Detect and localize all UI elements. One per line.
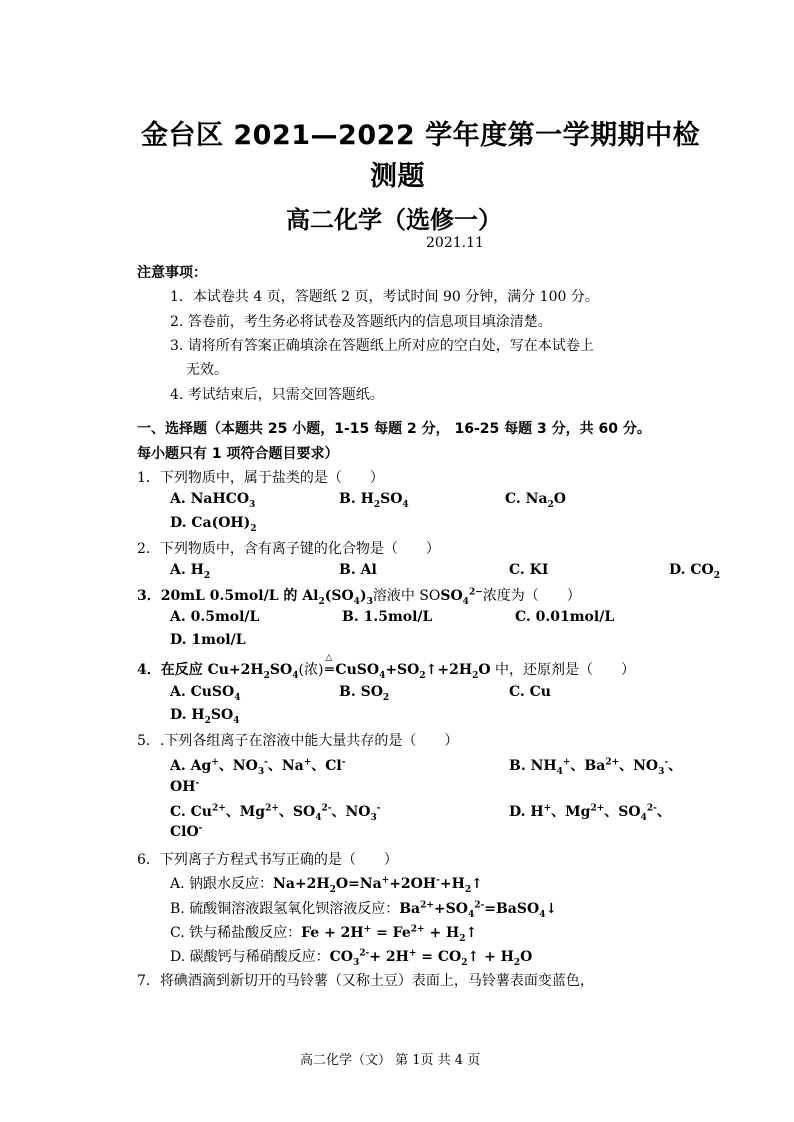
page-title-line1: 金台区 2021—2022 学年度第一学期期中检 — [141, 120, 701, 151]
q5-option-b: B. $NH_4^+$、$Ba^{2+}$、$NO_3^-$、 — [509, 757, 683, 777]
q4-option-b: B. $SO_2$ — [339, 684, 390, 703]
notice-item-1: 1．本试卷共 4 页，答题纸 2 页，考试时间 90 分钟，满分 100 分。 — [170, 289, 599, 305]
q6-stem: 6．下列离子方程式书写正确的是（ ） — [137, 852, 398, 868]
q3-option-a: A. 0.5mol/L — [170, 609, 260, 625]
q5-option-d: D. H+、$Mg^{2+}$、$SO_4^{2-}$、 — [509, 803, 671, 823]
q3-option-b: B. 1.5mol/L — [342, 609, 433, 625]
section1-heading-line1: 一、选择题（本题共 25 小题，1-15 每题 2 分， 16-25 每题 3 分，共 60 分。 — [137, 421, 651, 437]
q5-option-d-cont: ClO- — [170, 823, 203, 840]
q2-option-d: D. $CO_2$ — [669, 562, 720, 581]
q1-option-c: C. $Na_2O$ — [505, 491, 566, 510]
q3-option-c: C. 0.01mol/L — [515, 609, 615, 625]
q2-option-b: B. Al — [339, 562, 377, 578]
q5-option-b-cont: OH- — [170, 778, 200, 795]
q2-option-a: A. $H_2$ — [170, 562, 211, 581]
q1-option-a: A. NaHCO$_3$ — [170, 491, 256, 510]
notice-item-4: 4. 考试结束后，只需交回答题纸。 — [170, 387, 384, 403]
q1-stem: 1．下列物质中，属于盐类的是（ ） — [137, 470, 384, 486]
q3-stem: 3．20mL 0.5mol/L 的 $Al_2(SO_4)_3$溶液中 $SOSO_4^{2-}$浓度为（ ） — [137, 587, 581, 607]
q4-option-a: A. CuSO$_4$ — [170, 684, 241, 703]
q6-option-d: D. 碳酸钙与稀硝酸反应：$CO_3^{2-}+ 2H^+$ = $CO_2↑ + H_2O$ — [170, 948, 533, 968]
notice-item-3-cont: 无效。 — [186, 362, 228, 378]
notice-item-2: 2. 答卷前，考生务必将试卷及答题纸内的信息项目填涂清楚。 — [170, 314, 552, 330]
q1-option-b: B. $H_2SO_4$ — [339, 491, 409, 510]
q1-option-d: D. $Ca(OH)_2$ — [170, 515, 257, 534]
q5-option-a: A. Ag+、$NO_3^-$、Na+、Cl- — [170, 757, 346, 777]
q4-option-d: D. $H_2SO_4$ — [170, 707, 240, 726]
exam-date: 2021.11 — [426, 235, 484, 251]
notice-heading: 注意事项： — [137, 265, 207, 281]
q6-option-c: C. 铁与稀盐酸反应：$Fe + 2H^+ = Fe^{2+}$ + $H_2↑$ — [170, 924, 478, 944]
q5-stem: 5．.下列各组离子在溶液中能大量共存的是（ ） — [137, 733, 459, 749]
notice-item-3: 3. 请将所有答案正确填涂在答题纸上所对应的空白处，写在本试卷上 — [170, 338, 594, 354]
q2-stem: 2．下列物质中，含有离子键的化合物是（ ） — [137, 541, 440, 557]
q6-option-b: B. 硫酸铜溶液跟氢氧化钡溶液反应：$Ba^{2+}+SO_4^{2-}=BaSO_4↓$ — [170, 900, 558, 920]
q2-option-c: C. KI — [509, 562, 549, 578]
q3-option-d: D. 1mol/L — [170, 632, 246, 648]
q4-stem: 4．在反应 $Cu+2H_2SO_4$(浓) △ ═ $CuSO_4+SO_2↑+2H_2O$ 中，还原剂是（ ） — [137, 653, 635, 681]
page-subtitle: 高二化学（选修一） — [286, 206, 502, 234]
q7-stem: 7．将碘酒滴到新切开的马铃薯（又称土豆）表面上，马铃薯表面变蓝色， — [137, 973, 594, 989]
page-title-line2: 测题 — [370, 161, 425, 192]
q5-option-c: C. $Cu^{2+}$、$Mg^{2+}$、$SO_4^{2-}$、$NO_3^-$ — [170, 803, 381, 823]
section1-heading-line2: 每小题只有 1 项符合题目要求） — [137, 446, 339, 462]
q4-option-c: C. Cu — [509, 684, 551, 700]
page-footer: 高二化学（文） 第 1页 共 4 页 — [300, 1053, 481, 1068]
q6-option-a: A. 钠跟水反应：$Na+2H_2O=Na^++2OH^-+H_2↑$ — [170, 875, 483, 895]
